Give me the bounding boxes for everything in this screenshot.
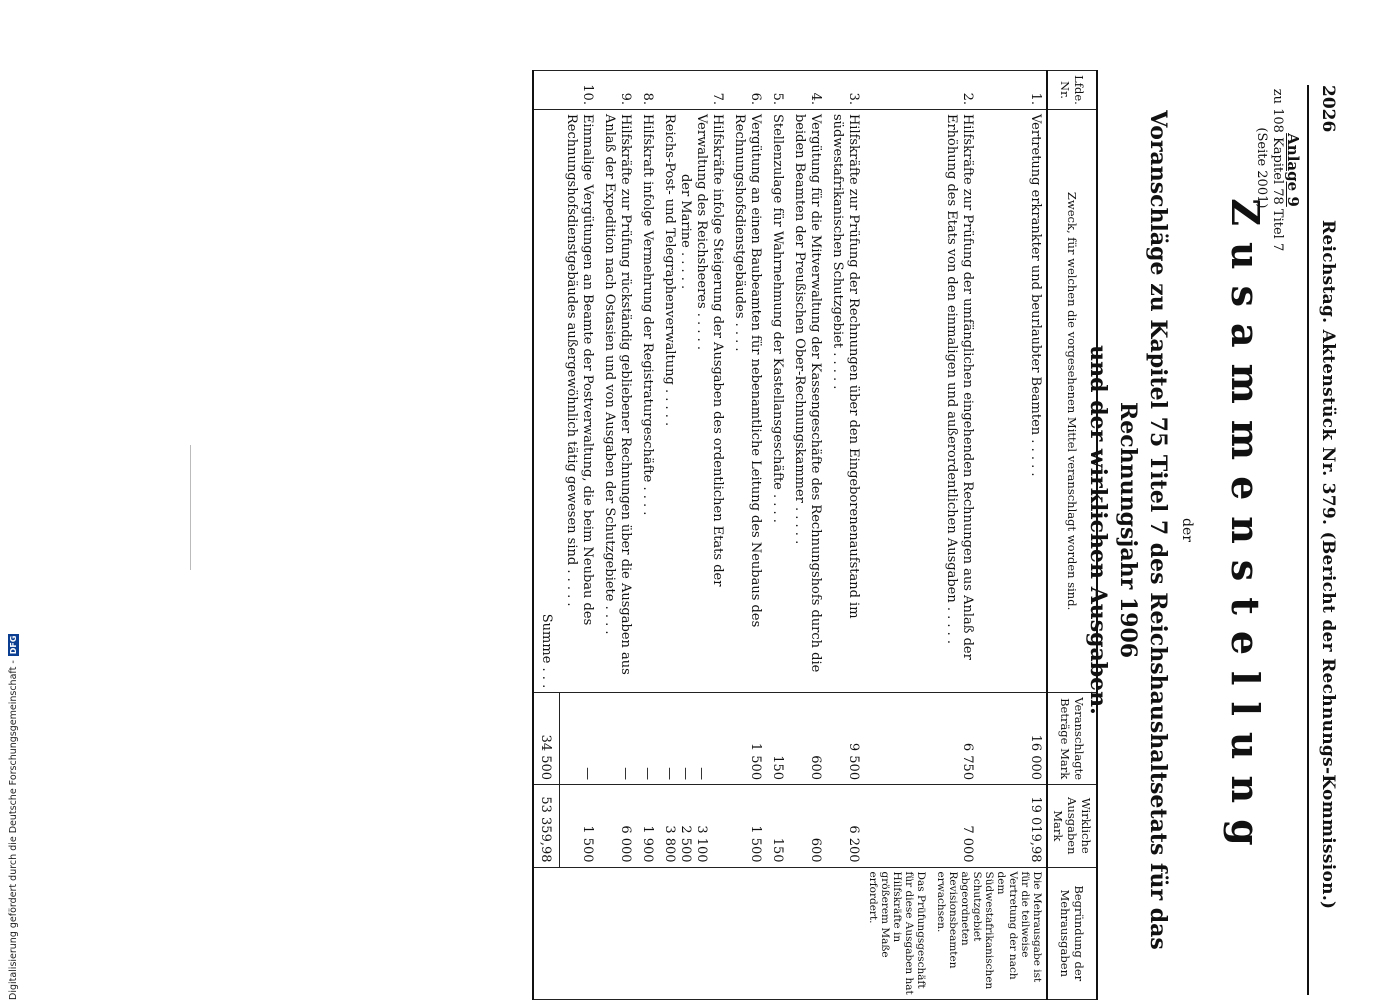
table-row bbox=[560, 71, 598, 1000]
anlage-title: Anlage 9 bbox=[1284, 133, 1302, 207]
row-zweck: Hilfskräfte zur Prüfung der Rechnungen über den Eingeborenenaufstand im südwestafrikanischen Schutzgebiet . . . . . bbox=[826, 109, 864, 692]
row-zweck: Hilfskraft infolge Vermehrung der Registraturgeschäfte . . . . bbox=[636, 109, 658, 692]
row-wirklich: 150 bbox=[766, 785, 788, 867]
row-7-subitems bbox=[661, 114, 709, 688]
row-begruendung bbox=[598, 867, 636, 999]
row-veranschlagt: 600 bbox=[788, 693, 826, 785]
subheading-line-2: und der wirklichen Ausgaben. bbox=[1085, 345, 1111, 715]
row-wirklich bbox=[658, 785, 728, 867]
row-veranschlagt: — bbox=[560, 693, 598, 785]
subitem-row bbox=[661, 114, 677, 688]
row-zweck: Einmalige Vergütungen an Beamte der Postverwaltung, die beim Neubau des Rechnungshofsdienstgebäudes außergewöhnlich tätig gewesen sind . . . . . bbox=[560, 109, 598, 692]
row-begruendung bbox=[636, 867, 658, 999]
digitization-note-text: Digitalisierung gefördert durch die Deutsche Forschungsgemeinschaft - bbox=[7, 660, 19, 1000]
table-row bbox=[978, 71, 1047, 1000]
table-row bbox=[864, 71, 978, 1000]
table-row bbox=[598, 71, 636, 1000]
row-nr: 9. bbox=[598, 71, 636, 110]
row-begruendung-1 bbox=[864, 867, 1047, 999]
header-veranschlagt: Veranschlagte Beträge Mark bbox=[1047, 693, 1097, 785]
dfg-logo: DFG bbox=[8, 635, 18, 655]
subitem-veranschlagt: — bbox=[662, 767, 677, 781]
row-zweck: Hilfskräfte zur Prüfung der umfänglichen eingehenden Rechnungen aus Anlaß der Erhöhung des Etats von den einmaligen und außerordentlichen Ausgaben . . . . . bbox=[864, 109, 978, 692]
running-title: Reichstag. Aktenstück Nr. 379. (Bericht der Rechnungs-Kommission.) bbox=[1318, 220, 1338, 910]
subitem-label: Reichs-Post- und Telegraphenverwaltung . . . . . bbox=[662, 113, 677, 427]
header-nr: Lfde. Nr. bbox=[1047, 71, 1097, 110]
row-begruendung bbox=[658, 867, 728, 999]
table-header-row bbox=[1047, 71, 1097, 1000]
row-begruendung bbox=[826, 867, 864, 999]
row-zweck: Stellenzulage für Wahrnehmung der Kastellansgeschäfte . . . . bbox=[766, 109, 788, 692]
row-nr: 4. bbox=[788, 71, 826, 110]
row-wirklich: 7 000 bbox=[864, 785, 978, 867]
row-wirklich: 1 500 bbox=[560, 785, 598, 867]
sum-label: Summe . . . bbox=[534, 109, 561, 692]
subheading-line-1: Voranschläge zu Kapitel 75 Titel 7 des Reichshaushaltsetats für das Rechnungsjahr 1906 bbox=[1115, 110, 1171, 950]
header-rule bbox=[1307, 85, 1309, 995]
row-zweck: Hilfskräfte zur Prüfung rückständig gebliebener Rechnungen über die Ausgaben aus Anlaß der Expedition nach Ostasien und von Ausgaben der Schutzgebiete . . . . bbox=[598, 109, 636, 692]
table-row bbox=[636, 71, 658, 1000]
sum-wirklich: 53 359,98 bbox=[534, 785, 561, 867]
begruendung-text-2: Das Prüfungsgeschäft für diese Ausgaben hat Hilfskräfte in größerem Maße erfordert. bbox=[867, 871, 927, 995]
main-heading: Zusammenstellung bbox=[1223, 198, 1268, 862]
row-nr: 8. bbox=[636, 71, 658, 110]
subitem-wirklich: 3 800 bbox=[662, 825, 677, 863]
begruendung-text-1: Die Mehrausgabe ist für die teilweise Vertretung der nach dem Südwestafrikanischen Schutzgebiet abgeordneten Revisionsbeamten erwachsen. bbox=[935, 871, 1043, 990]
row-7-intro: Hilfskräfte infolge Steigerung der Ausgaben des ordentlichen Etats der bbox=[710, 113, 725, 587]
table-row bbox=[728, 71, 766, 1000]
row-nr: 5. bbox=[766, 71, 788, 110]
heading-connector: der bbox=[1179, 518, 1195, 542]
row-veranschlagt: 6 750 bbox=[864, 693, 978, 785]
table-row bbox=[658, 71, 728, 1000]
subitem-wirklich: 3 100 bbox=[694, 825, 709, 863]
subitem-veranschlagt: — bbox=[678, 767, 693, 781]
anlage-reference: zu 108 Kapitel 78 Titel 7 bbox=[1270, 88, 1285, 252]
subitem-label: der Marine . . . . . bbox=[678, 173, 693, 290]
header-begruendung: Begründung der Mehrausgaben bbox=[1047, 867, 1097, 999]
header-zweck: Zweck, für welchen die vorgesehenen Mittel veranschlagt worden sind. bbox=[1047, 109, 1097, 692]
row-zweck bbox=[658, 109, 728, 692]
sum-row bbox=[534, 71, 561, 1000]
header-wirklich: Wirkliche Ausgaben Mark bbox=[1047, 785, 1097, 867]
row-nr: 3. bbox=[826, 71, 864, 110]
row-veranschlagt: 9 500 bbox=[826, 693, 864, 785]
subitem-row bbox=[677, 114, 693, 688]
subitem-row bbox=[693, 114, 709, 688]
table-row bbox=[788, 71, 826, 1000]
row-zweck: Vergütung für die Mitverwaltung der Kassengeschäfte des Rechnungshofs durch die beiden Beamten der Preußischen Ober-Rechnungskammer . . . . . bbox=[788, 109, 826, 692]
row-veranschlagt: 150 bbox=[766, 693, 788, 785]
row-wirklich: 1 900 bbox=[636, 785, 658, 867]
row-veranschlagt: 1 500 bbox=[728, 693, 766, 785]
row-veranschlagt bbox=[658, 693, 728, 785]
faint-scan-line bbox=[190, 445, 191, 570]
row-nr: 7. bbox=[658, 71, 728, 110]
row-begruendung bbox=[560, 867, 598, 999]
sum-veranschlagt: 34 500 bbox=[534, 693, 561, 785]
row-nr: 2. bbox=[864, 71, 978, 110]
row-wirklich: 600 bbox=[788, 785, 826, 867]
row-begruendung bbox=[766, 867, 788, 999]
row-wirklich: 6 000 bbox=[598, 785, 636, 867]
row-zweck: Vertretung erkrankter und beurlaubter Beamten . . . . . bbox=[978, 109, 1047, 692]
row-wirklich: 19 019,98 bbox=[978, 785, 1047, 867]
row-nr: 6. bbox=[728, 71, 766, 110]
row-wirklich: 1 500 bbox=[728, 785, 766, 867]
row-veranschlagt: — bbox=[636, 693, 658, 785]
subitem-wirklich: 2 500 bbox=[678, 825, 693, 863]
row-nr: 10. bbox=[560, 71, 598, 110]
row-veranschlagt: 16 000 bbox=[978, 693, 1047, 785]
row-zweck: Vergütung an einen Baubeamten für nebenamtliche Leitung des Neubaus des Rechnungshofsdienstgebäudes . . . . bbox=[728, 109, 766, 692]
anlage-page-reference: (Seite 2001). bbox=[1254, 127, 1269, 213]
digitization-note bbox=[4, 0, 22, 1000]
table-row bbox=[826, 71, 864, 1000]
row-begruendung bbox=[788, 867, 826, 999]
page-number: 2026 bbox=[1318, 85, 1338, 133]
table-row bbox=[766, 71, 788, 1000]
row-wirklich: 6 200 bbox=[826, 785, 864, 867]
row-begruendung bbox=[728, 867, 766, 999]
row-nr: 1. bbox=[978, 71, 1047, 110]
row-veranschlagt: — bbox=[598, 693, 636, 785]
expenses-table bbox=[533, 70, 1099, 1000]
subitem-veranschlagt: — bbox=[694, 767, 709, 781]
subitem-label: Verwaltung des Reichsheeres . . . . . bbox=[694, 113, 709, 350]
